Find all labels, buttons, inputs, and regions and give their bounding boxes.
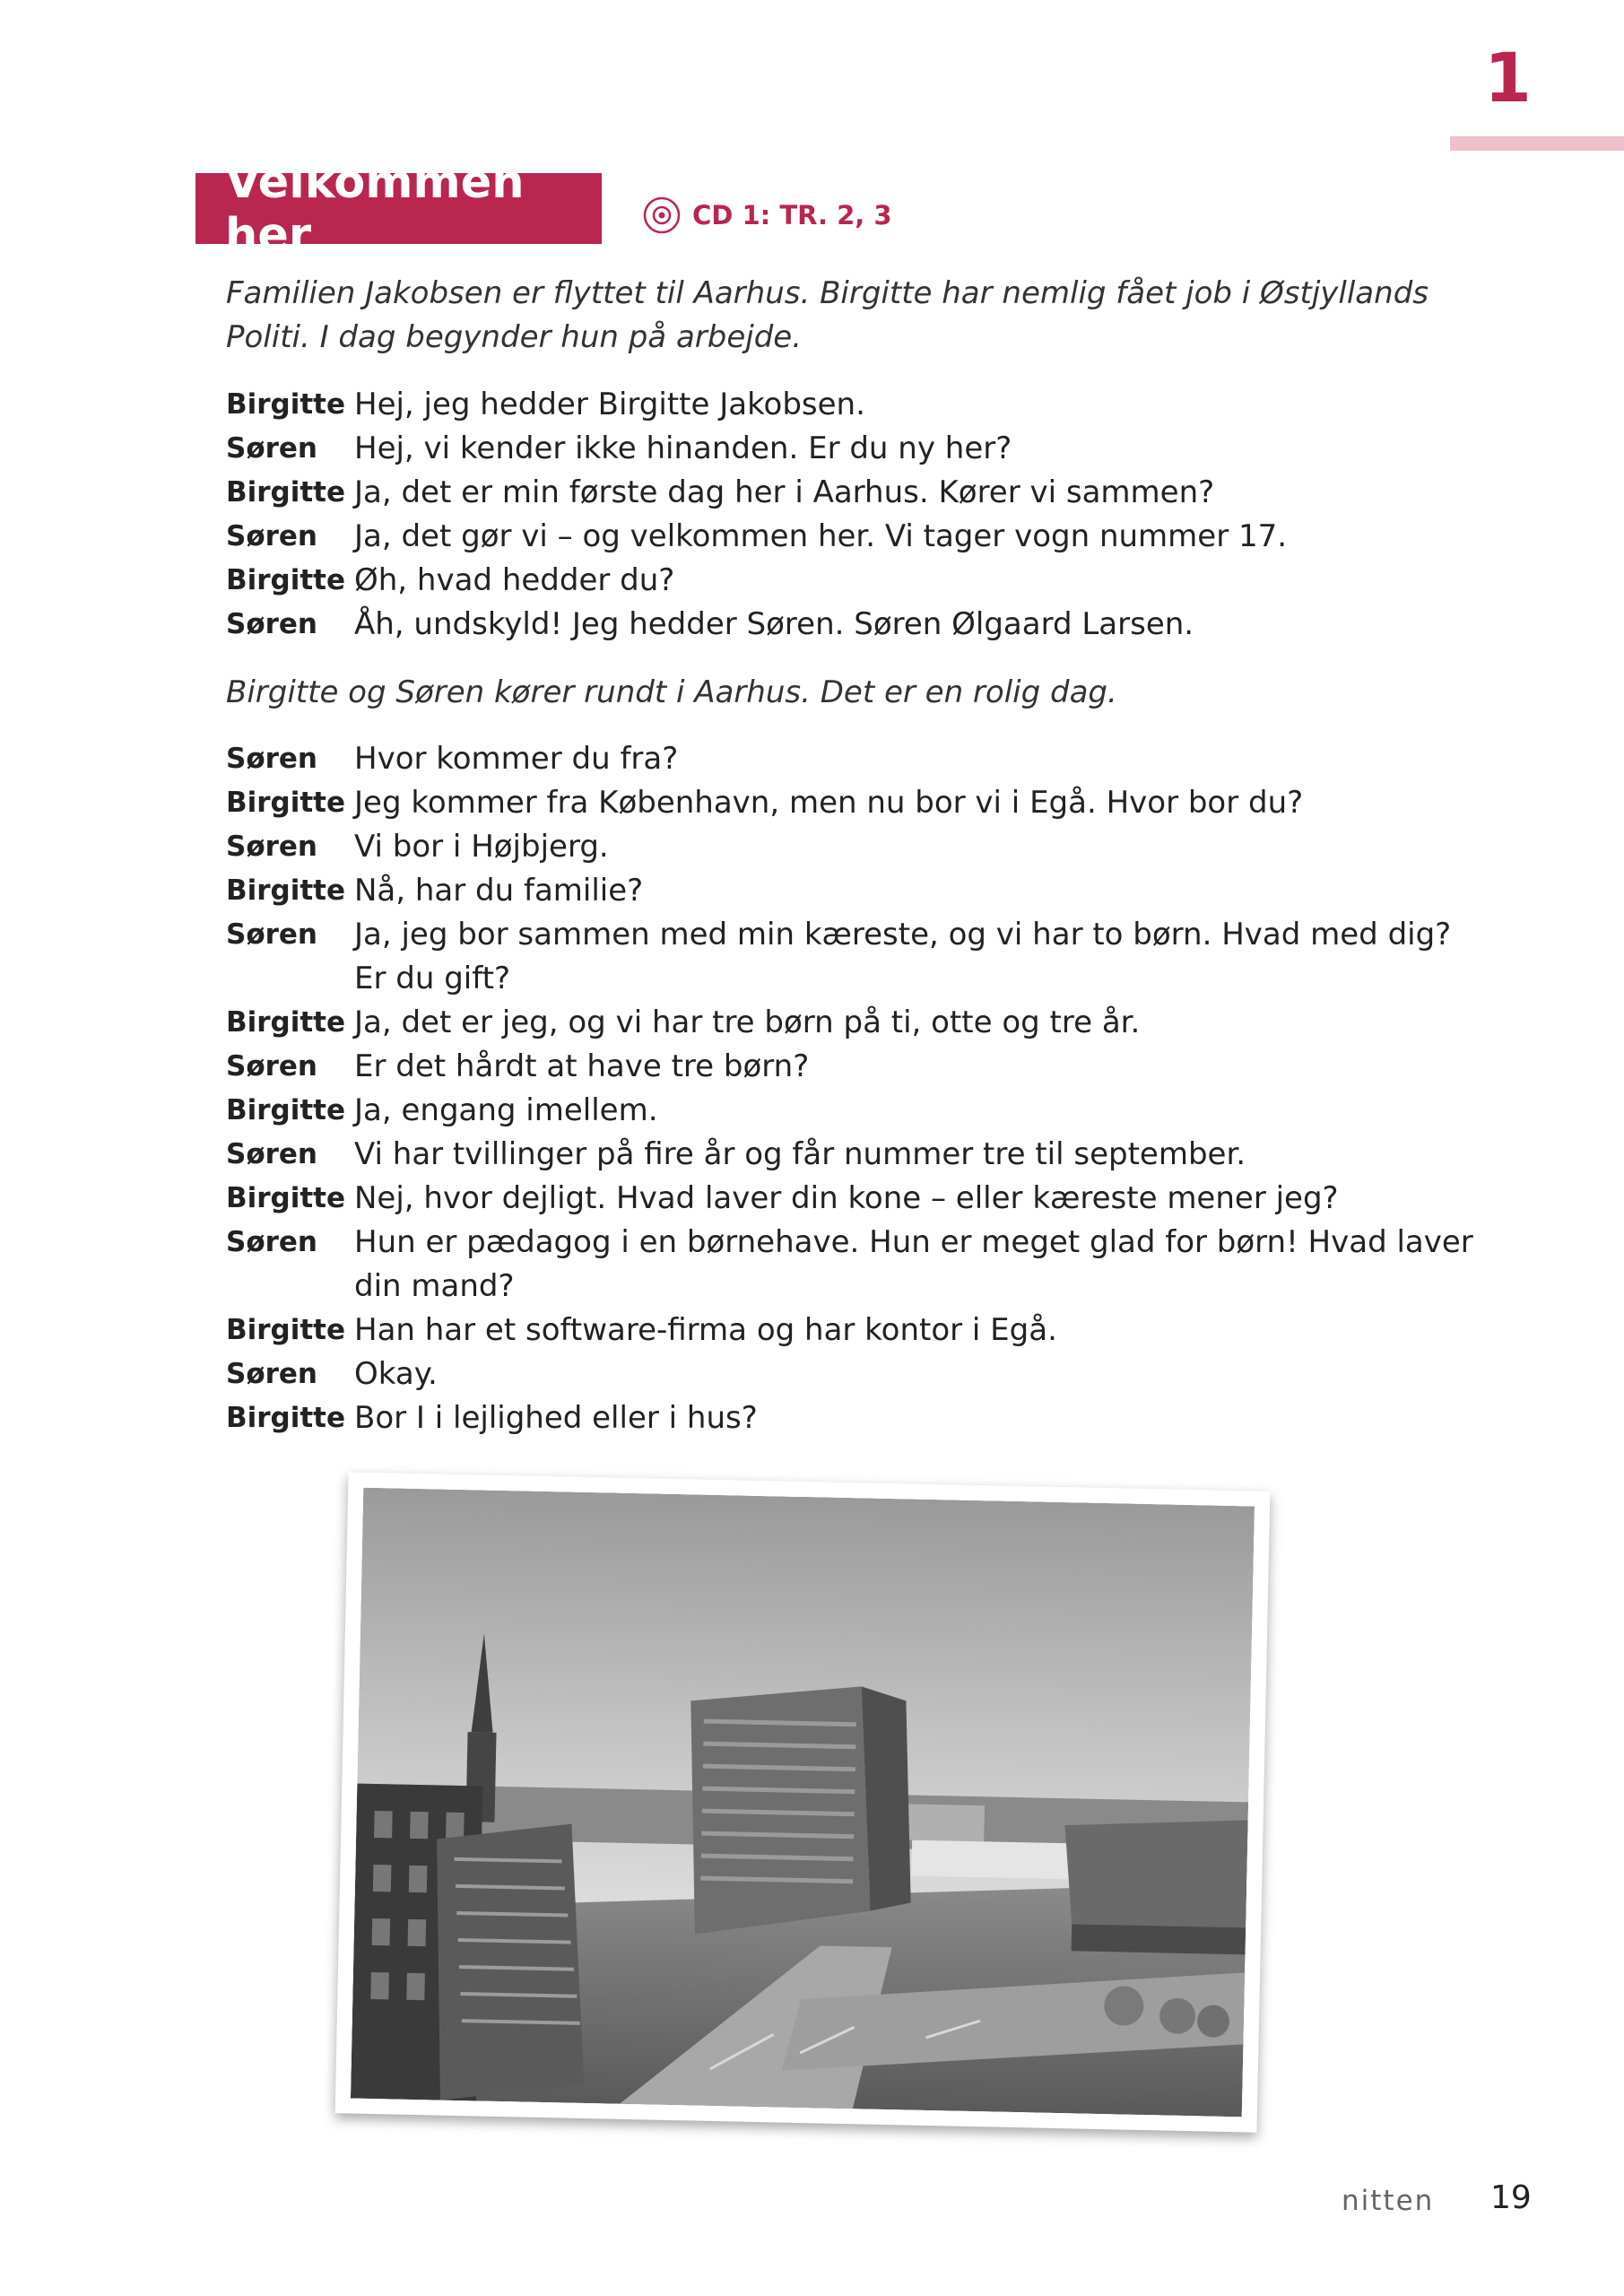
page-number-word: nitten bbox=[1342, 2185, 1435, 2217]
speaker-name: Birgitte bbox=[226, 388, 346, 421]
photo-frame bbox=[335, 1472, 1271, 2132]
dialogue-block-1 bbox=[226, 383, 1481, 647]
dialogue-text: Hej, vi kender ikke hinanden. Er du ny her? bbox=[354, 430, 1012, 466]
intro-paragraph-2: Birgitte og Søren kører rundt i Aarhus. Det er en rolig dag. bbox=[226, 674, 1117, 710]
speaker-name: Søren bbox=[226, 432, 318, 465]
speaker-name: Birgitte bbox=[226, 874, 346, 907]
speaker-name: Birgitte bbox=[226, 564, 346, 596]
dialogue-text: Nej, hvor dejligt. Hvad laver din kone – eller kæreste mener jeg? bbox=[354, 1180, 1339, 1216]
dialogue-text: Ja, engang imellem. bbox=[354, 1092, 658, 1128]
dialogue-text: Jeg kommer fra København, men nu bor vi i Egå. Hvor bor du? bbox=[354, 785, 1304, 821]
speaker-name: Søren bbox=[226, 1050, 318, 1083]
dialogue-text: Vi bor i Højbjerg. bbox=[354, 829, 609, 865]
page-number: 19 bbox=[1490, 2179, 1532, 2216]
dialogue-text: Øh, hvad hedder du? bbox=[354, 562, 675, 598]
dialogue-text: Vi har tvillinger på fire år og får nummer tre til september. bbox=[354, 1136, 1246, 1172]
speaker-name: Søren bbox=[226, 831, 318, 863]
speaker-name: Søren bbox=[226, 1226, 318, 1258]
dialogue-text: Er det hårdt at have tre børn? bbox=[354, 1048, 810, 1084]
dialogue-text: Nå, har du familie? bbox=[354, 873, 644, 909]
dialogue-block-2 bbox=[226, 737, 1481, 1440]
city-photo bbox=[351, 1488, 1255, 2118]
dialogue-line bbox=[226, 869, 1481, 913]
dialogue-line bbox=[226, 559, 1481, 603]
speaker-name: Birgitte bbox=[226, 1182, 346, 1214]
speaker-name: Søren bbox=[226, 743, 318, 775]
speaker-name: Birgitte bbox=[226, 476, 346, 509]
dialogue-text: Bor I i lejlighed eller i hus? bbox=[354, 1400, 758, 1436]
dialogue-line bbox=[226, 825, 1481, 869]
dialogue-line bbox=[226, 427, 1481, 471]
speaker-name: Birgitte bbox=[226, 1314, 346, 1346]
dialogue-text: Ja, jeg bor sammen med min kæreste, og vi har to børn. Hvad med dig? Er du gift? bbox=[354, 917, 1452, 996]
chapter-bar bbox=[1450, 136, 1624, 151]
speaker-name: Søren bbox=[226, 918, 318, 951]
dialogue-line bbox=[226, 1001, 1481, 1045]
cd-reference bbox=[642, 196, 892, 235]
dialogue-line bbox=[226, 383, 1481, 427]
dialogue-line bbox=[226, 781, 1481, 825]
cd-icon bbox=[642, 196, 682, 235]
speaker-name: Søren bbox=[226, 608, 318, 640]
dialogue-text: Ja, det gør vi – og velkommen her. Vi tager vogn nummer 17. bbox=[354, 518, 1288, 554]
dialogue-text: Hun er pædagog i en børnehave. Hun er meget glad for børn! Hvad laver din mand? bbox=[354, 1224, 1473, 1304]
speaker-name: Søren bbox=[226, 1138, 318, 1170]
dialogue-line bbox=[226, 1352, 1481, 1396]
section-title bbox=[195, 155, 602, 262]
intro-paragraph-1: Familien Jakobsen er flyttet til Aarhus. Birgitte har nemlig fået job i Østjyllands Politi. I dag begynder hun på arbejde. bbox=[226, 275, 1429, 355]
section-title-text: Velkommen her bbox=[225, 155, 525, 262]
dialogue-line bbox=[226, 515, 1481, 559]
dialogue-line bbox=[226, 1089, 1481, 1133]
dialogue-text: Ja, det er min første dag her i Aarhus. Kører vi sammen? bbox=[354, 474, 1215, 510]
dialogue-text: Hvor kommer du fra? bbox=[354, 741, 679, 777]
chapter-number: 1 bbox=[1484, 38, 1532, 117]
speaker-name: Birgitte bbox=[226, 1402, 346, 1434]
cd-reference-text: CD 1: TR. 2, 3 bbox=[692, 200, 892, 230]
dialogue-line bbox=[226, 1045, 1481, 1089]
dialogue-line bbox=[226, 471, 1481, 515]
dialogue-text: Ja, det er jeg, og vi har tre børn på ti, otte og tre år. bbox=[354, 1004, 1141, 1040]
dialogue-line bbox=[226, 1309, 1481, 1352]
speaker-name: Søren bbox=[226, 1358, 318, 1390]
dialogue-text: Åh, undskyld! Jeg hedder Søren. Søren Ølgaard Larsen. bbox=[354, 606, 1194, 642]
dialogue-line bbox=[226, 603, 1481, 647]
dialogue-line bbox=[226, 1133, 1481, 1177]
speaker-name: Birgitte bbox=[226, 1094, 346, 1126]
dialogue-line bbox=[226, 1177, 1481, 1221]
dialogue-line bbox=[226, 913, 1481, 1001]
speaker-name: Birgitte bbox=[226, 1006, 346, 1039]
speaker-name: Birgitte bbox=[226, 787, 346, 819]
dialogue-text: Okay. bbox=[354, 1356, 438, 1392]
speaker-name: Søren bbox=[226, 520, 318, 552]
dialogue-line bbox=[226, 1221, 1481, 1309]
dialogue-text: Hej, jeg hedder Birgitte Jakobsen. bbox=[354, 387, 865, 422]
dialogue-line bbox=[226, 737, 1481, 781]
dialogue-line bbox=[226, 1396, 1481, 1440]
dialogue-text: Han har et software-firma og har kontor i Egå. bbox=[354, 1312, 1057, 1348]
